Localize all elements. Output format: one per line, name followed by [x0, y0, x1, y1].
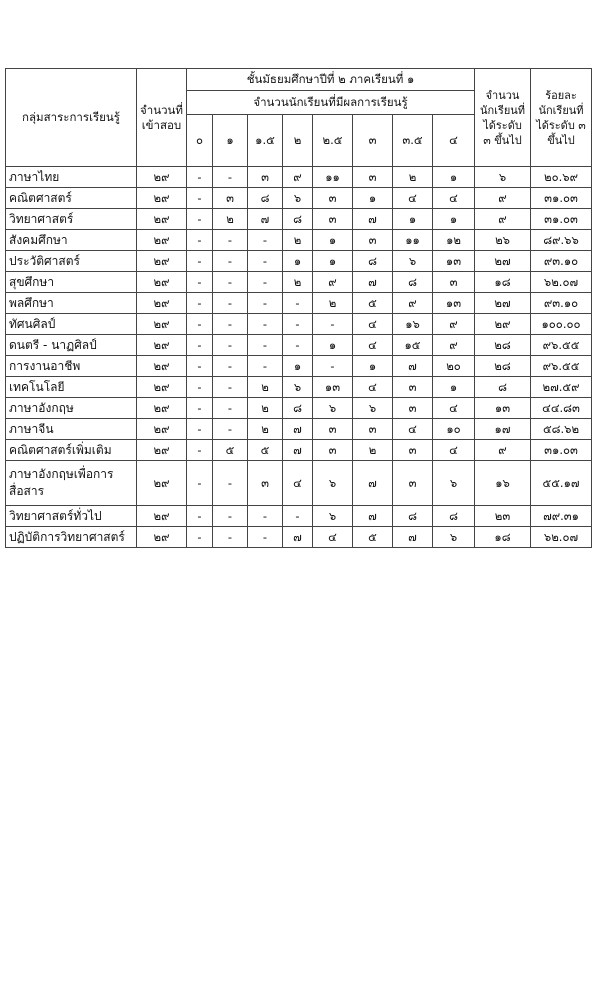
value-cell: ๒๙: [137, 461, 187, 506]
value-cell: ๒๙: [137, 356, 187, 377]
header-count-level3: จำนวนนักเรียนที่ได้ระดับ ๓ ขึ้นไป: [475, 69, 531, 167]
value-cell: ๑: [313, 230, 353, 251]
value-cell: ๑๒: [433, 230, 475, 251]
value-cell: ๑๐๐.๐๐: [531, 314, 592, 335]
value-cell: ๗: [283, 440, 313, 461]
value-cell: ๒: [313, 293, 353, 314]
value-cell: ๙๓.๑๐: [531, 251, 592, 272]
value-cell: ๑: [393, 209, 433, 230]
header-subject-group: กลุ่มสาระการเรียนรู้: [6, 69, 137, 167]
value-cell: -: [248, 527, 283, 548]
value-cell: ๒๗: [475, 293, 531, 314]
value-cell: ๒๖: [475, 230, 531, 251]
value-cell: -: [187, 461, 213, 506]
value-cell: ๙: [433, 335, 475, 356]
value-cell: ๒๙: [137, 314, 187, 335]
value-cell: -: [213, 251, 248, 272]
value-cell: ๑๓: [433, 251, 475, 272]
value-cell: -: [283, 314, 313, 335]
value-cell: ๑๑: [393, 230, 433, 251]
value-cell: ๒๙: [137, 188, 187, 209]
value-cell: ๙๓.๑๐: [531, 293, 592, 314]
grade-header: ๑: [213, 115, 248, 167]
table-row: [6, 314, 592, 335]
value-cell: ๖: [433, 527, 475, 548]
value-cell: ๑: [283, 356, 313, 377]
value-cell: -: [248, 314, 283, 335]
value-cell: ๒๐.๖๙: [531, 167, 592, 188]
value-cell: ๒๗.๕๙: [531, 377, 592, 398]
value-cell: ๖: [353, 398, 393, 419]
value-cell: ๘๙.๖๖: [531, 230, 592, 251]
value-cell: ๒: [248, 398, 283, 419]
value-cell: ๖: [283, 377, 313, 398]
value-cell: ๗: [393, 356, 433, 377]
grade-header: ๒.๕: [313, 115, 353, 167]
value-cell: ๙๖.๕๕: [531, 335, 592, 356]
value-cell: ๑: [283, 251, 313, 272]
value-cell: ๓: [313, 419, 353, 440]
results-table: [5, 68, 592, 548]
value-cell: ๓: [248, 461, 283, 506]
subject-cell: ปฏิบัติการวิทยาศาสตร์: [6, 527, 137, 548]
value-cell: ๓: [353, 167, 393, 188]
value-cell: ๖: [313, 506, 353, 527]
value-cell: ๙: [475, 440, 531, 461]
table-body: [6, 167, 592, 548]
value-cell: -: [313, 314, 353, 335]
value-cell: ๑๖: [393, 314, 433, 335]
value-cell: -: [213, 398, 248, 419]
value-cell: ๒๐: [433, 356, 475, 377]
value-cell: -: [187, 230, 213, 251]
value-cell: -: [213, 419, 248, 440]
value-cell: -: [187, 377, 213, 398]
value-cell: -: [283, 506, 313, 527]
value-cell: ๖: [283, 188, 313, 209]
value-cell: -: [187, 419, 213, 440]
value-cell: ๑: [433, 209, 475, 230]
value-cell: ๔: [433, 440, 475, 461]
value-cell: ๔: [393, 188, 433, 209]
value-cell: ๑: [313, 251, 353, 272]
subject-cell: ประวัติศาสตร์: [6, 251, 137, 272]
value-cell: -: [213, 272, 248, 293]
value-cell: ๒: [283, 272, 313, 293]
value-cell: ๖: [313, 398, 353, 419]
subject-cell: สังคมศึกษา: [6, 230, 137, 251]
value-cell: ๒๘: [475, 356, 531, 377]
subject-cell: พลศึกษา: [6, 293, 137, 314]
value-cell: -: [213, 356, 248, 377]
value-cell: -: [187, 314, 213, 335]
grade-header: ๑.๕: [248, 115, 283, 167]
table-row: [6, 527, 592, 548]
value-cell: ๕: [213, 440, 248, 461]
value-cell: ๒๙: [137, 398, 187, 419]
table-row: [6, 230, 592, 251]
value-cell: -: [248, 293, 283, 314]
subject-cell: สุขศึกษา: [6, 272, 137, 293]
value-cell: ๒๓: [475, 506, 531, 527]
subject-cell: คณิตศาสตร์เพิ่มเติม: [6, 440, 137, 461]
value-cell: ๒๙: [137, 293, 187, 314]
value-cell: -: [248, 506, 283, 527]
grade-header: ๔: [433, 115, 475, 167]
value-cell: ๘: [353, 251, 393, 272]
value-cell: -: [248, 230, 283, 251]
value-cell: -: [213, 335, 248, 356]
value-cell: ๗๙.๓๑: [531, 506, 592, 527]
value-cell: ๓: [433, 272, 475, 293]
value-cell: -: [213, 461, 248, 506]
subject-cell: วิทยาศาสตร์ทั่วไป: [6, 506, 137, 527]
value-cell: ๓: [313, 209, 353, 230]
table-row: [6, 209, 592, 230]
value-cell: ๒: [248, 419, 283, 440]
value-cell: ๔: [353, 314, 393, 335]
value-cell: ๗: [283, 527, 313, 548]
value-cell: ๑: [433, 167, 475, 188]
value-cell: ๑: [433, 377, 475, 398]
value-cell: ๔: [433, 188, 475, 209]
value-cell: ๓๑.๐๓: [531, 209, 592, 230]
value-cell: ๕: [353, 527, 393, 548]
value-cell: ๒๙: [137, 230, 187, 251]
value-cell: -: [283, 293, 313, 314]
value-cell: ๑๘: [475, 527, 531, 548]
value-cell: -: [187, 398, 213, 419]
value-cell: ๙: [283, 167, 313, 188]
value-cell: ๗: [353, 506, 393, 527]
value-cell: ๑๑: [313, 167, 353, 188]
value-cell: -: [213, 230, 248, 251]
value-cell: ๒๘: [475, 335, 531, 356]
grade-header: ๒: [283, 115, 313, 167]
header-grade-count-title: จำนวนนักเรียนที่มีผลการเรียนรู้: [187, 91, 475, 115]
value-cell: ๑: [353, 188, 393, 209]
value-cell: ๔: [353, 335, 393, 356]
value-cell: -: [187, 506, 213, 527]
table-row: [6, 335, 592, 356]
value-cell: ๓: [313, 188, 353, 209]
value-cell: -: [187, 167, 213, 188]
value-cell: ๖: [475, 167, 531, 188]
value-cell: ๙: [475, 209, 531, 230]
table-row: [6, 377, 592, 398]
value-cell: -: [213, 293, 248, 314]
value-cell: -: [213, 314, 248, 335]
value-cell: ๔: [313, 527, 353, 548]
value-cell: ๑๗: [475, 419, 531, 440]
value-cell: ๒๗: [475, 251, 531, 272]
value-cell: ๒: [248, 377, 283, 398]
subject-cell: ภาษาไทย: [6, 167, 137, 188]
value-cell: ๘: [393, 272, 433, 293]
header-level-title: ชั้นมัธยมศึกษาปีที่ ๒ ภาคเรียนที่ ๑: [187, 69, 475, 91]
value-cell: -: [213, 377, 248, 398]
value-cell: ๔: [433, 398, 475, 419]
value-cell: -: [187, 188, 213, 209]
value-cell: ๙: [393, 293, 433, 314]
value-cell: ๑๓: [313, 377, 353, 398]
value-cell: ๒๙: [137, 377, 187, 398]
value-cell: ๑๖: [475, 461, 531, 506]
header-percent-level3: ร้อยละนักเรียนที่ได้ระดับ ๓ ขึ้นไป: [531, 69, 592, 167]
value-cell: -: [248, 251, 283, 272]
value-cell: ๒: [213, 209, 248, 230]
value-cell: ๒๙: [137, 251, 187, 272]
value-cell: ๗: [248, 209, 283, 230]
value-cell: ๓: [353, 419, 393, 440]
value-cell: ๕๘.๖๒: [531, 419, 592, 440]
table-row: [6, 356, 592, 377]
value-cell: ๑๓: [475, 398, 531, 419]
value-cell: ๗: [393, 527, 433, 548]
value-cell: ๘: [283, 209, 313, 230]
value-cell: ๓: [213, 188, 248, 209]
value-cell: ๔: [283, 461, 313, 506]
value-cell: ๑: [313, 335, 353, 356]
value-cell: ๙๖.๕๕: [531, 356, 592, 377]
table-row: [6, 167, 592, 188]
value-cell: ๑๕: [393, 335, 433, 356]
grade-header: ๓: [353, 115, 393, 167]
table-row: [6, 272, 592, 293]
subject-cell: วิทยาศาสตร์: [6, 209, 137, 230]
value-cell: ๕: [353, 293, 393, 314]
value-cell: -: [187, 335, 213, 356]
value-cell: ๘: [248, 188, 283, 209]
value-cell: ๓: [393, 398, 433, 419]
value-cell: ๘: [393, 506, 433, 527]
grade-header: ๓.๕: [393, 115, 433, 167]
table-row: [6, 398, 592, 419]
value-cell: ๗: [353, 209, 393, 230]
value-cell: ๘: [475, 377, 531, 398]
value-cell: ๑๐: [433, 419, 475, 440]
value-cell: ๒๙: [137, 272, 187, 293]
value-cell: ๒๙: [137, 527, 187, 548]
value-cell: ๓๑.๐๓: [531, 188, 592, 209]
subject-cell: การงานอาชีพ: [6, 356, 137, 377]
value-cell: ๑๓: [433, 293, 475, 314]
value-cell: ๑: [353, 356, 393, 377]
table-row: [6, 293, 592, 314]
value-cell: ๔๔.๘๓: [531, 398, 592, 419]
value-cell: ๘: [433, 506, 475, 527]
subject-cell: ภาษาอังกฤษเพื่อการสื่อสาร: [6, 461, 137, 506]
value-cell: -: [187, 293, 213, 314]
value-cell: -: [187, 209, 213, 230]
value-cell: ๖: [313, 461, 353, 506]
value-cell: -: [187, 251, 213, 272]
value-cell: ๒๙: [137, 167, 187, 188]
value-cell: ๒: [393, 167, 433, 188]
value-cell: ๒๙: [137, 209, 187, 230]
value-cell: ๗: [353, 272, 393, 293]
table-row: [6, 419, 592, 440]
subject-cell: ดนตรี - นาฏศิลป์: [6, 335, 137, 356]
value-cell: ๓๑.๐๓: [531, 440, 592, 461]
subject-cell: คณิตศาสตร์: [6, 188, 137, 209]
value-cell: -: [213, 527, 248, 548]
header-examinees: จำนวนที่เข้าสอบ: [137, 69, 187, 167]
value-cell: ๑๘: [475, 272, 531, 293]
value-cell: ๕: [248, 440, 283, 461]
value-cell: ๖: [433, 461, 475, 506]
value-cell: -: [187, 356, 213, 377]
value-cell: ๓: [248, 167, 283, 188]
value-cell: ๓: [393, 440, 433, 461]
subject-cell: ทัศนศิลป์: [6, 314, 137, 335]
subject-cell: ภาษาอังกฤษ: [6, 398, 137, 419]
value-cell: -: [248, 356, 283, 377]
value-cell: ๕๕.๑๗: [531, 461, 592, 506]
value-cell: ๓: [353, 230, 393, 251]
value-cell: -: [283, 335, 313, 356]
value-cell: ๒: [353, 440, 393, 461]
value-cell: ๖๒.๐๗: [531, 527, 592, 548]
value-cell: ๒๙: [475, 314, 531, 335]
value-cell: ๒๙: [137, 419, 187, 440]
table-row: [6, 440, 592, 461]
value-cell: ๓: [393, 461, 433, 506]
value-cell: ๙: [313, 272, 353, 293]
value-cell: -: [313, 356, 353, 377]
value-cell: ๗: [283, 419, 313, 440]
table-row: [6, 461, 592, 506]
value-cell: -: [187, 440, 213, 461]
value-cell: ๔: [393, 419, 433, 440]
value-cell: ๒: [283, 230, 313, 251]
value-cell: ๖: [393, 251, 433, 272]
value-cell: -: [213, 506, 248, 527]
value-cell: -: [248, 335, 283, 356]
value-cell: ๔: [353, 377, 393, 398]
value-cell: ๒๙: [137, 335, 187, 356]
value-cell: -: [213, 167, 248, 188]
table-row: [6, 188, 592, 209]
value-cell: ๗: [353, 461, 393, 506]
value-cell: ๓: [393, 377, 433, 398]
value-cell: -: [248, 272, 283, 293]
value-cell: ๒๙: [137, 506, 187, 527]
value-cell: ๖๒.๐๗: [531, 272, 592, 293]
value-cell: ๒๙: [137, 440, 187, 461]
table-row: [6, 251, 592, 272]
grade-header: ๐: [187, 115, 213, 167]
value-cell: -: [187, 527, 213, 548]
subject-cell: เทคโนโลยี: [6, 377, 137, 398]
value-cell: ๙: [433, 314, 475, 335]
table-row: [6, 506, 592, 527]
value-cell: ๘: [283, 398, 313, 419]
value-cell: ๙: [475, 188, 531, 209]
value-cell: ๓: [313, 440, 353, 461]
subject-cell: ภาษาจีน: [6, 419, 137, 440]
value-cell: -: [187, 272, 213, 293]
